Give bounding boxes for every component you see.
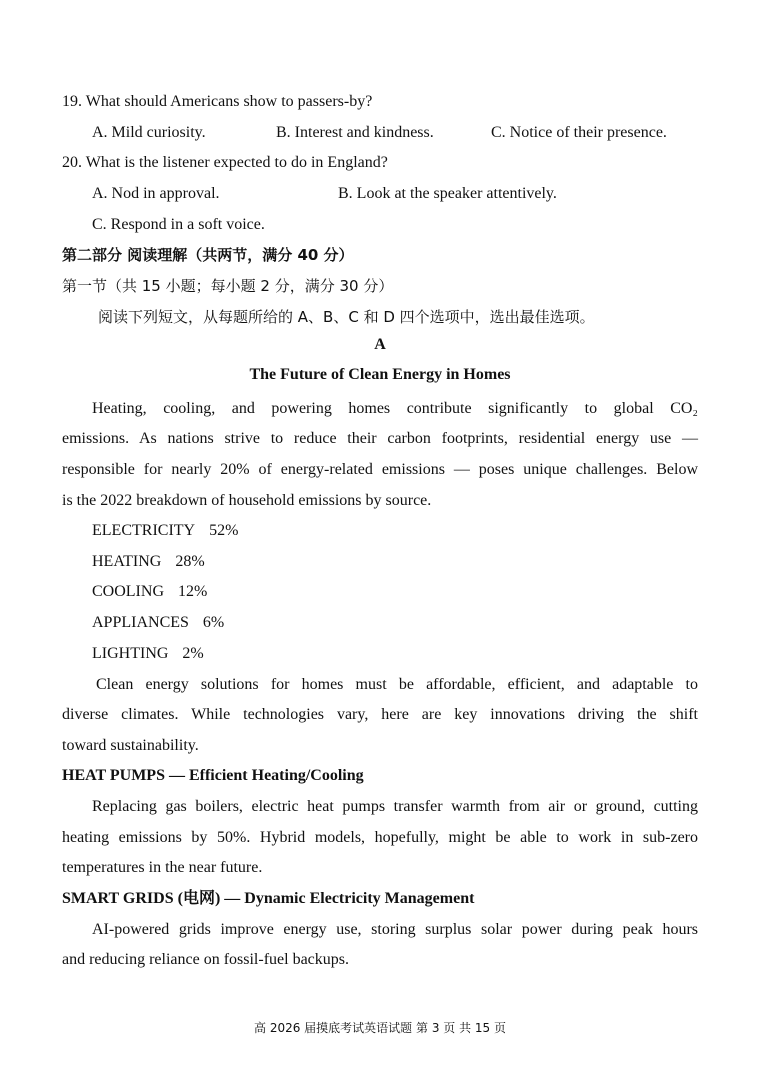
breakdown-label: APPLIANCES [92,614,189,631]
q20-stem: 20. What is the listener expected to do in England? [62,154,388,171]
p1-line-3: responsible for nearly 20% of energy-related emissions — poses unique challenges. Below [62,461,698,478]
breakdown-value: 2% [182,645,204,662]
p1-line-1: Heating, cooling, and powering homes contribute significantly to global CO₂ [92,400,698,417]
q20-option-a: A. Nod in approval. [92,185,220,202]
breakdown-label: HEATING [92,553,162,570]
q19-option-b: B. Interest and kindness. [276,124,434,141]
section1-heading: 第一节（共 15 小题；每小题 2 分，满分 30 分） [62,277,394,295]
passage-letter: A [374,336,386,353]
passage-title: The Future of Clean Energy in Homes [249,366,511,383]
p1-line-2: emissions. As nations strive to reduce their carbon footprints, residential energy use — [62,430,698,447]
heat-pumps-line-3: temperatures in the near future. [62,859,263,876]
breakdown-value: 52% [209,522,239,539]
breakdown-value: 6% [202,614,225,631]
q19-option-c: C. Notice of their presence. [491,124,667,141]
p2-line-2: diverse climates. While technologies vary, here are key innovations driving the shift [62,706,698,723]
q19-stem: 19. What should Americans show to passers-by? [62,93,373,110]
instruction: 阅读下列短文，从每题所给的 A、B、C 和 D 四个选项中，选出最佳选项。 [98,308,595,326]
heat-pumps-line-2: heating emissions by 50%. Hybrid models, hopefully, might be able to work in sub-zero [62,829,698,846]
heat-pumps-line-1: Replacing gas boilers, electric heat pumps transfer warmth from air or ground, cutting [92,798,698,815]
smart-grids-line-2: and reducing reliance on fossil-fuel backups. [62,951,350,968]
breakdown-item [92,552,205,572]
breakdown-value: 12% [178,583,208,600]
breakdown-label: ELECTRICITY [92,522,196,539]
part2-heading: 第二部分 阅读理解（共两节，满分 40 分） [62,246,354,264]
breakdown-item [92,521,238,541]
p2-line-1: Clean energy solutions for homes must be affordable, efficient, and adaptable to [96,676,698,693]
q20-option-c: C. Respond in a soft voice. [92,216,265,233]
q19-option-a: A. Mild curiosity. [92,124,206,141]
breakdown-label: COOLING [92,583,164,600]
breakdown-item [92,613,224,633]
breakdown-value: 28% [175,553,205,570]
breakdown-item [92,582,207,602]
p2-line-3: toward sustainability. [62,737,199,754]
breakdown-item [92,644,204,664]
heat-pumps-heading: HEAT PUMPS — Efficient Heating/Cooling [62,767,364,784]
p1-line-4: is the 2022 breakdown of household emissions by source. [62,492,432,509]
smart-grids-heading: SMART GRIDS (电网) — Dynamic Electricity Management [62,890,475,907]
q20-option-b: B. Look at the speaker attentively. [338,185,557,202]
smart-grids-line-1: AI-powered grids improve energy use, storing surplus solar power during peak hours [92,921,698,938]
breakdown-label: LIGHTING [92,645,169,662]
page-footer: 高 2026 届摸底考试英语试题 第 3 页 共 15 页 [254,1021,506,1035]
